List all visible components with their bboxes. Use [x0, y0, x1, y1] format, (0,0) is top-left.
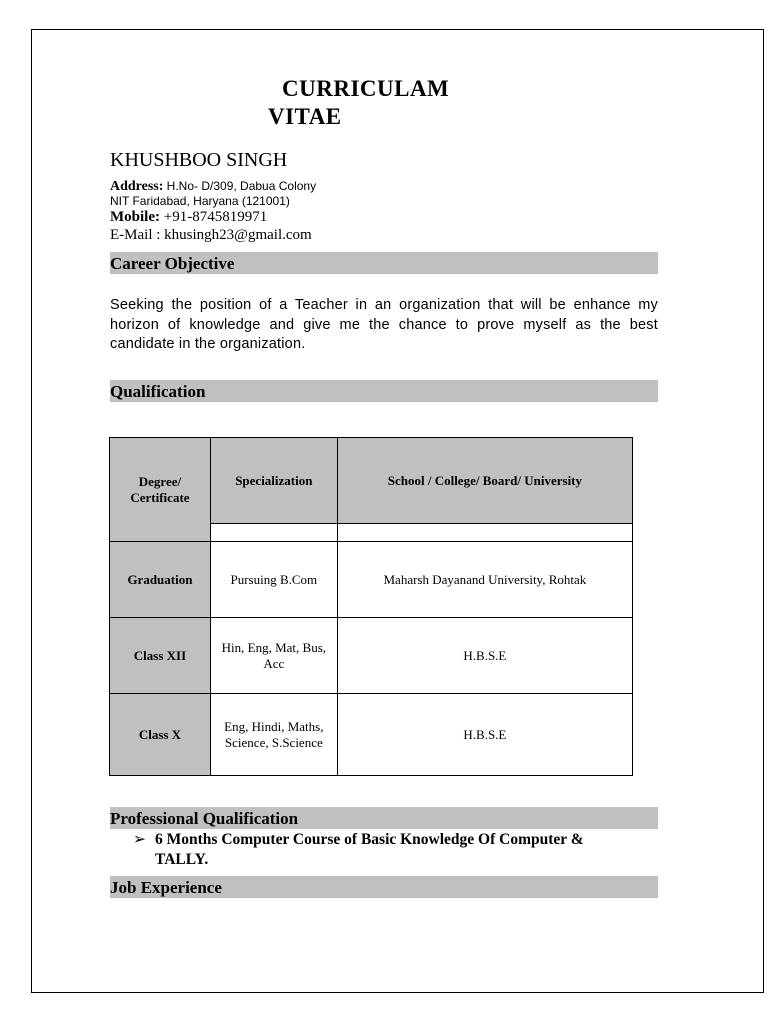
address-label: Address:	[110, 179, 164, 194]
table-row	[110, 618, 633, 694]
column-header-institution: School / College/ Board/ University	[337, 438, 632, 524]
career-objective-text: Seeking the position of a Teacher in an organization that will be enhance my horizon of knowledge and give me the chance to prove myself as the best candidate in the organization.	[110, 297, 658, 352]
spacer-cell	[210, 524, 337, 542]
arrow-bullet-icon: ➢	[133, 831, 146, 848]
cell-institution: H.B.S.E	[337, 618, 632, 694]
candidate-name: KHUSHBOO SINGH	[110, 149, 288, 171]
mobile-line	[110, 209, 267, 226]
cell-degree: Class XII	[110, 618, 211, 694]
table-row	[110, 694, 633, 776]
professional-item-line-1: 6 Months Computer Course of Basic Knowledge Of Computer &	[155, 831, 584, 848]
cell-institution: H.B.S.E	[337, 694, 632, 776]
job-experience-heading: Job Experience	[110, 876, 658, 898]
column-header-degree: Degree/ Certificate	[110, 438, 211, 542]
professional-item-line-2: TALLY.	[155, 851, 209, 868]
qualification-table	[109, 437, 633, 776]
career-objective-heading: Career Objective	[110, 252, 658, 274]
cell-institution: Maharsh Dayanand University, Rohtak	[337, 542, 632, 618]
title-line-2: VITAE	[268, 104, 342, 129]
address-line-1	[110, 178, 316, 195]
cell-specialization: Eng, Hindi, Maths, Science, S.Science	[210, 694, 337, 776]
cell-specialization: Hin, Eng, Mat, Bus, Acc	[210, 618, 337, 694]
address-line-2: NIT Faridabad, Haryana (121001)	[110, 194, 290, 208]
cell-degree: Class X	[110, 694, 211, 776]
email-line: E-Mail : khusingh23@gmail.com	[110, 227, 312, 243]
mobile-label: Mobile:	[110, 209, 160, 225]
address-value: H.No- D/309, Dabua Colony	[166, 179, 317, 193]
qualification-heading: Qualification	[110, 380, 658, 402]
spacer-cell	[337, 524, 632, 542]
professional-qualification-heading: Professional Qualification	[110, 807, 658, 829]
cell-specialization: Pursuing B.Com	[210, 542, 337, 618]
mobile-value: +91-8745819971	[163, 209, 268, 225]
cell-degree: Graduation	[110, 542, 211, 618]
table-header-row	[110, 438, 633, 524]
column-header-specialization: Specialization	[210, 438, 337, 524]
title-line-1: CURRICULAM	[282, 76, 450, 101]
table-row	[110, 542, 633, 618]
professional-item	[133, 830, 653, 850]
